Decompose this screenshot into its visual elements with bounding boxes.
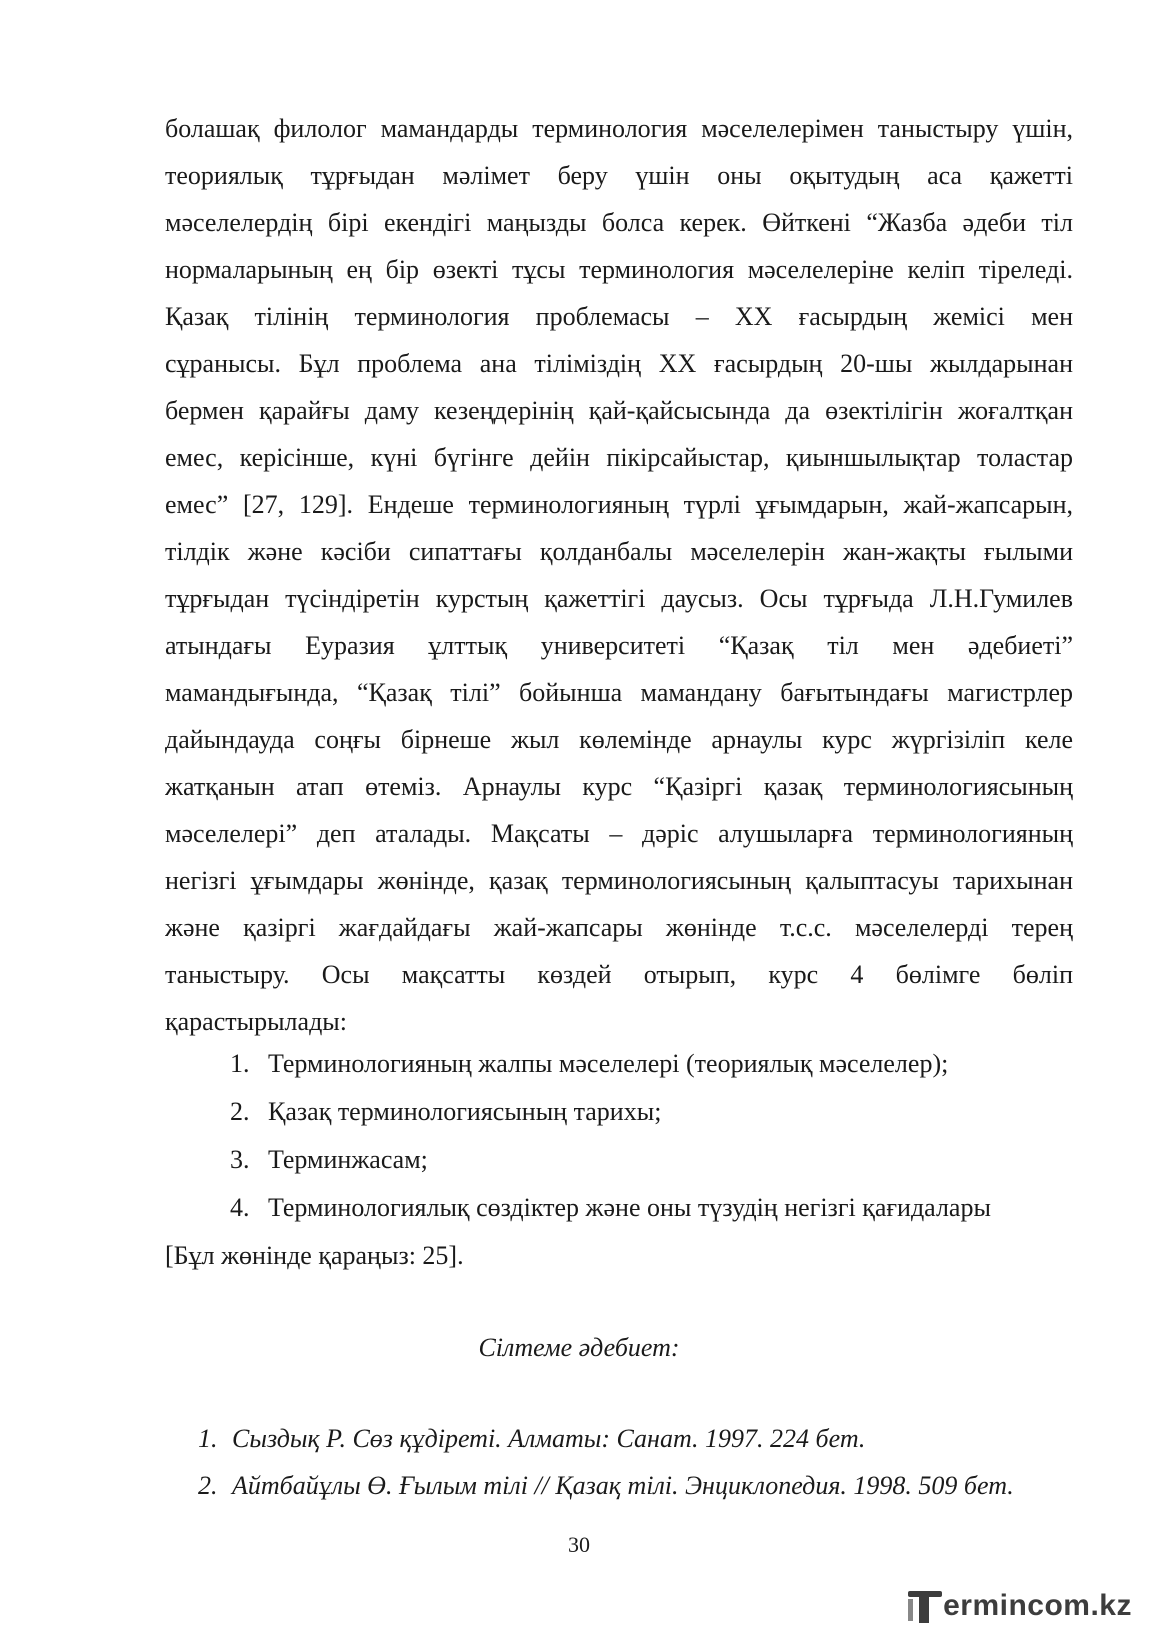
body-line: болашақ филолог мамандарды терминология мәселелерімен таныстыру үшін, (165, 114, 1073, 143)
list-item (230, 1088, 1073, 1136)
body-line: және қазіргі жағдайдағы жай-жапсары жөнінде т.с.с. мәселелерді терең (165, 913, 1073, 942)
body-line: сұранысы. Бұл проблема ана тіліміздің ХХ ғасырдың 20-шы жылдарынан (165, 349, 1073, 378)
body-line: Қазақ тілінің терминология проблемасы – ХХ ғасырдың жемісі мен (165, 302, 1073, 331)
reference-number: 2. (198, 1471, 218, 1500)
reference-text: Айтбайұлы Ө. Ғылым тілі // Қазақ тілі. Энциклопедия. 1998. 509 бет. (232, 1471, 1014, 1500)
site-watermark (908, 1589, 1132, 1623)
references-list (198, 1415, 1078, 1509)
section-list (230, 1040, 1073, 1232)
t-logo-icon (908, 1589, 942, 1623)
body-line: таныстыру. Осы мақсатты көздей отырып, курс 4 бөлімге бөліп (165, 960, 1073, 989)
body-line: жатқанын атап өтеміз. Арнаулы курс “Қазіргі қазақ терминологиясының (165, 772, 1073, 801)
body-line: емес” [27, 129]. Ендеше терминологияның түрлі ұғымдарын, жай-жапсарын, (165, 490, 1073, 519)
body-paragraph (165, 105, 1073, 1045)
body-line: теориялық тұрғыдан мәлімет беру үшін оны оқытудың аса қажетті (165, 161, 1073, 190)
body-line: негізгі ұғымдары жөнінде, қазақ терминологиясының қалыптасуы тарихынан (165, 866, 1073, 895)
reference-number: 1. (198, 1424, 218, 1453)
reference-item (198, 1462, 1078, 1509)
list-item (230, 1184, 1073, 1232)
body-line: бермен қарайғы даму кезеңдерінің қай-қайсысында да өзектілігін жоғалтқан (165, 396, 1073, 425)
body-line: тұрғыдан түсіндіретін курстың қажеттігі даусыз. Осы тұрғыда Л.Н.Гумилев (165, 584, 1073, 613)
list-item (230, 1136, 1073, 1184)
list-item-number: 1. (230, 1049, 250, 1078)
body-line: мәселелердің бірі екендігі маңызды болса керек. Өйткені “Жазба әдеби тіл (165, 208, 1073, 237)
watermark-text: ermincom.kz (943, 1589, 1132, 1622)
body-line: дайындауда соңғы бірнеше жыл көлемінде арнаулы курс жүргізіліп келе (165, 725, 1073, 754)
list-item-number: 2. (230, 1097, 250, 1126)
list-item-text: Терминологияның жалпы мәселелері (теориялық мәселелер); (268, 1049, 949, 1078)
list-item-number: 3. (230, 1145, 250, 1174)
list-item-number: 4. (230, 1193, 250, 1222)
body-line: мәселелері” деп аталады. Мақсаты – дәріс алушыларға терминологияның (165, 819, 1073, 848)
body-line: атындағы Еуразия ұлттық университеті “Қазақ тіл мен әдебиеті” (165, 631, 1073, 660)
list-item (230, 1040, 1073, 1088)
body-line: қарастырылады: (165, 1007, 347, 1036)
body-line: мамандығында, “Қазақ тілі” бойынша мамандану бағытындағы магистрлер (165, 678, 1073, 707)
list-item-text: Қазақ терминологиясының тарихы; (268, 1097, 662, 1126)
reference-item (198, 1415, 1078, 1462)
list-item-text: Терминжасам; (268, 1145, 428, 1174)
body-line: тілдік және кәсіби сипаттағы қолданбалы мәселелерін жан-жақты ғылыми (165, 537, 1073, 566)
references-heading: Сілтеме әдебиет: (478, 1333, 680, 1362)
reference-text: Сыздық Р. Сөз құдіреті. Алматы: Санат. 1997. 224 бет. (232, 1424, 866, 1453)
list-item-text: Терминологиялық сөздіктер және оны түзудің негізгі қағидалары (268, 1193, 991, 1222)
body-line: нормаларының ең бір өзекті тұсы терминология мәселелеріне келіп тіреледі. (165, 255, 1073, 284)
page-number: 30 (568, 1532, 590, 1557)
list-continuation: [Бұл жөнінде қараңыз: 25]. (165, 1241, 464, 1270)
body-line: емес, керісінше, күні бүгінге дейін пікірсайыстар, қиыншылықтар толастар (165, 443, 1073, 472)
